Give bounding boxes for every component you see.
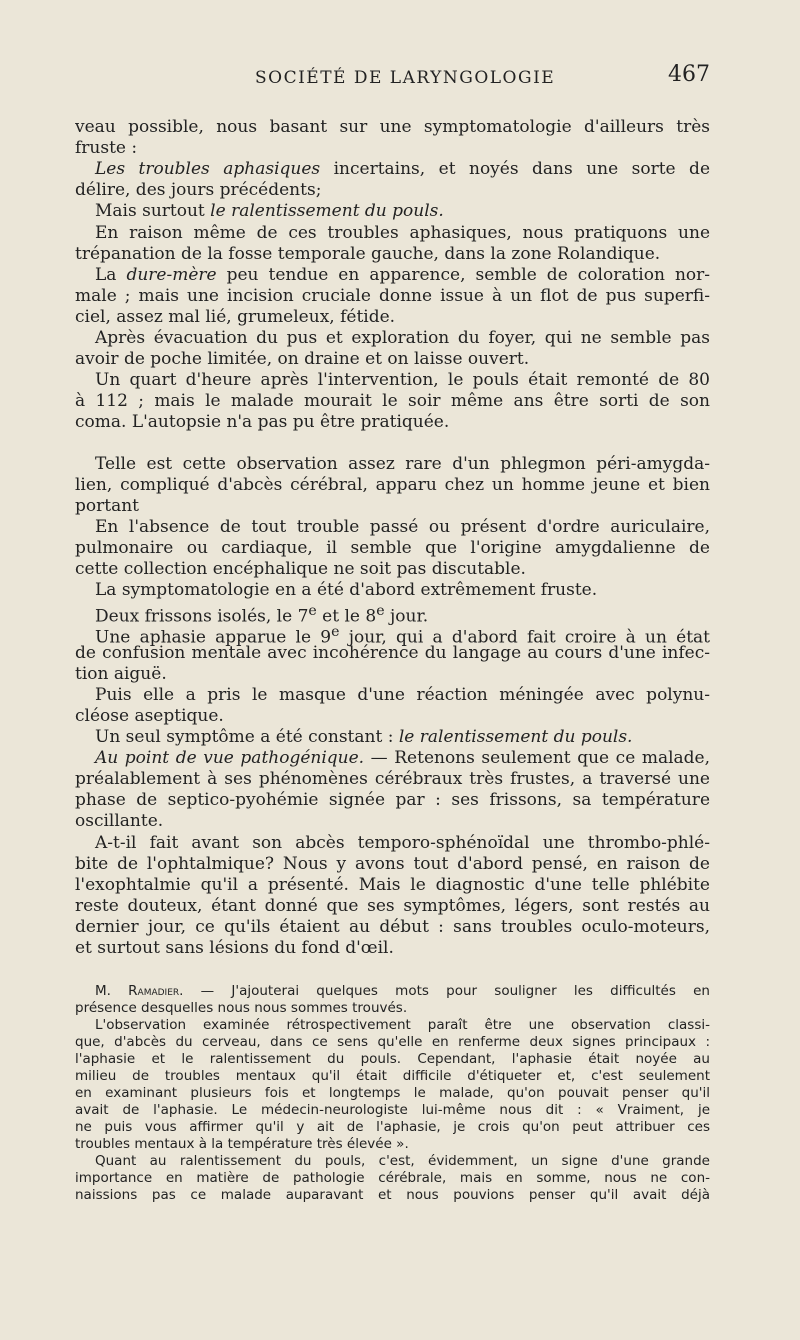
text-line: pulmonaire ou cardiaque, il semble que l'origine amygdalienne de <box>75 538 710 558</box>
text-line: milieu de troubles mentaux qu'il était difficile d'étiqueter et, c'est seulement <box>75 1068 710 1084</box>
text-line <box>75 983 710 1000</box>
text-line: La symptomatologie en a été d'abord extrêmement fruste. <box>95 580 598 600</box>
text-line: Quant au ralentissement du pouls, c'est, évidemment, un signe d'une grande <box>95 1153 710 1169</box>
text-line: En l'absence de tout trouble passé ou présent d'ordre auriculaire, <box>95 517 710 537</box>
text-run: Deux frissons isolés, le 7 <box>95 606 309 627</box>
text-line: délire, des jours précédents; <box>75 180 322 200</box>
text-line <box>75 727 710 748</box>
italic-phrase: dure-mère <box>126 265 217 285</box>
text-line: que, d'abcès du cerveau, dans ce sens qu'elle en renferme deux signes principaux : <box>75 1034 710 1050</box>
page-header <box>75 62 710 92</box>
text-line <box>75 748 710 769</box>
text-line: male ; mais une incision cruciale donne issue à un flot de pus superfi- <box>75 286 710 306</box>
text-line: importance en matière de pathologie cérébrale, mais en somme, nous ne con- <box>75 1170 710 1186</box>
text-line: l'exophtalmie qu'il a présenté. Mais le diagnostic d'une telle phlébite <box>75 875 710 895</box>
running-title: SOCIÉTÉ DE LARYNGOLOGIE <box>255 68 556 88</box>
text-line: Telle est cette observation assez rare d'un phlegmon péri-amygda- <box>95 454 710 474</box>
text-line: cette collection encéphalique ne soit pas discutable. <box>75 559 526 579</box>
text-line: veau possible, nous basant sur une symptomatologie d'ailleurs très <box>75 117 710 137</box>
text-run: Mais surtout <box>95 201 211 221</box>
text-run: — Retenons seulement que ce malade, <box>364 748 710 768</box>
text-line: et surtout sans lésions du fond d'œil. <box>75 938 394 958</box>
text-line: Un quart d'heure après l'intervention, le pouls était remonté de 80 <box>95 370 710 390</box>
text-line: portant <box>75 496 139 516</box>
text-line: En raison même de ces troubles aphasiques, nous pratiquons une <box>95 223 710 243</box>
text-run: — J'ajouterai quelques mots pour souligner les difficultés en <box>183 983 710 999</box>
text-line <box>75 201 710 222</box>
text-line: l'aphasie et le ralentissement du pouls. Cependant, l'aphasie était noyée au <box>75 1051 710 1067</box>
text-line: à 112 ; mais le malade mourait le soir même ans être sorti de son <box>75 391 710 411</box>
text-line: tion aiguë. <box>75 664 167 684</box>
text-run: jour. <box>384 606 429 627</box>
text-line: Après évacuation du pus et exploration du foyer, qui ne semble pas <box>95 328 710 348</box>
text-run: incertains, et noyés dans une sorte de <box>320 159 710 179</box>
text-run: Une aphasie apparue le 9 <box>95 627 332 648</box>
text-line <box>75 265 710 286</box>
text-line: oscillante. <box>75 811 164 831</box>
superscript: e <box>376 603 385 619</box>
text-line: présence desquelles nous nous sommes trouvés. <box>75 1000 408 1016</box>
text-run: et le 8 <box>316 606 377 627</box>
text-run: peu tendue en apparence, semble de coloration nor- <box>216 265 710 285</box>
text-line: Puis elle a pris le masque d'une réaction méningée avec polynu- <box>95 685 710 705</box>
text-run: jour, qui a d'abord fait croire à un état <box>339 627 710 648</box>
text-run: Un seul symptôme a été constant : <box>95 727 399 747</box>
text-line: avait de l'aphasie. Le médecin-neurologiste lui-même nous dit : « Vraiment, je <box>75 1102 710 1118</box>
italic-phrase: le ralentissement du pouls. <box>210 201 444 221</box>
text-line: troubles mentaux à la température très élevée ». <box>75 1136 409 1152</box>
text-line: A-t-il fait avant son abcès temporo-sphénoïdal une thrombo-phlé- <box>95 833 710 853</box>
text-line: trépanation de la fosse temporale gauche, dans la zone Rolandique. <box>75 244 661 264</box>
text-line: avoir de poche limitée, on draine et on laisse ouvert. <box>75 349 530 369</box>
text-line: ne puis vous affirmer qu'il y ait de l'aphasie, je crois qu'on peut attribuer ces <box>75 1119 710 1135</box>
text-line: fruste : <box>75 138 138 158</box>
text-line: lien, compliqué d'abcès cérébral, apparu chez un homme jeune et bien <box>75 475 710 495</box>
text-line: phase de septico-pyohémie signée par : ses frissons, sa température <box>75 790 710 810</box>
text-line: en examinant plusieurs fois et longtemps le malade, qu'on pouvait penser qu'il <box>75 1085 710 1101</box>
superscript: e <box>308 603 317 619</box>
text-line: ciel, assez mal lié, grumeleux, fétide. <box>75 307 396 327</box>
page-number: 467 <box>668 62 710 87</box>
text-line: dernier jour, ce qu'ils étaient au début : sans troubles oculo-moteurs, <box>75 917 710 937</box>
superscript: e <box>331 624 340 640</box>
italic-phrase: le ralentissement du pouls. <box>398 727 633 747</box>
text-line: L'observation examinée rétrospectivement paraît être une observation classi- <box>95 1017 710 1033</box>
italic-phrase: Les troubles aphasiques <box>95 159 321 179</box>
text-line: bite de l'ophtalmique? Nous y avons tout d'abord pensé, en raison de <box>75 854 710 874</box>
text-line: préalablement à ses phénomènes cérébraux très frustes, a traversé une <box>75 769 710 789</box>
text-run: La <box>95 265 127 285</box>
speaker-name: M. Ramadier. <box>95 983 184 999</box>
text-line <box>75 159 710 180</box>
text-line: reste douteux, étant donné que ses symptômes, légers, sont restés au <box>75 896 710 916</box>
text-line: naissions pas ce malade auparavant et nous pouvions penser qu'il avait déjà <box>75 1187 710 1203</box>
italic-phrase: Au point de vue pathogénique. <box>95 748 365 768</box>
text-line: cléose aseptique. <box>75 706 224 726</box>
text-line: de confusion mentale avec incohérence du langage au cours d'une infec- <box>75 643 710 663</box>
text-line: coma. L'autopsie n'a pas pu être pratiquée. <box>75 412 450 432</box>
